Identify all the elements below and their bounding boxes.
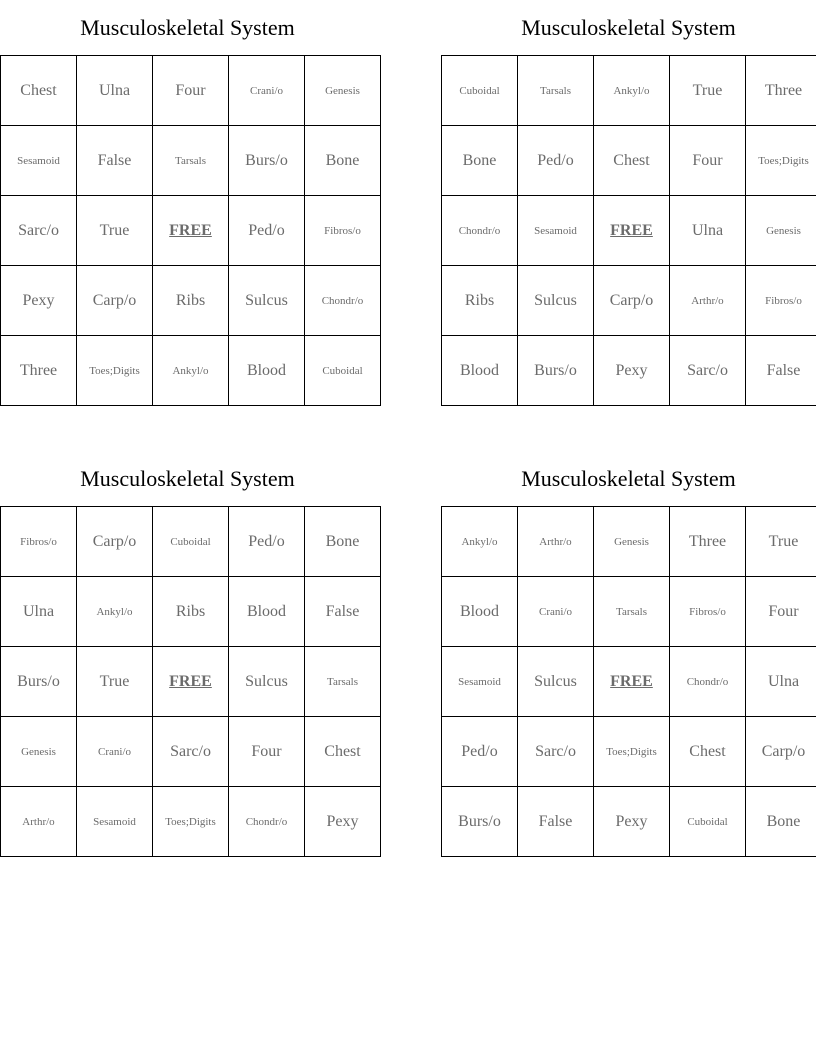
bingo-card-4 — [441, 451, 816, 857]
bingo-cell: Sulcus — [518, 647, 594, 717]
bingo-cell: Ribs — [442, 266, 518, 336]
bingo-cell: Pexy — [305, 787, 381, 857]
bingo-cell: Genesis — [594, 507, 670, 577]
bingo-cell: Chest — [305, 717, 381, 787]
bingo-cell: Bone — [746, 787, 816, 857]
bingo-cell: True — [77, 647, 153, 717]
bingo-cell: Ribs — [153, 266, 229, 336]
bingo-cell: Four — [229, 717, 305, 787]
bingo-cell: Carp/o — [594, 266, 670, 336]
bingo-cell: Pexy — [594, 787, 670, 857]
card-title: Musculoskeletal System — [80, 466, 295, 491]
bingo-cell: Blood — [229, 577, 305, 647]
bingo-cell: Burs/o — [1, 647, 77, 717]
bingo-cell: Carp/o — [746, 717, 816, 787]
free-space: FREE — [153, 196, 229, 266]
bingo-cell: Crani/o — [77, 717, 153, 787]
bingo-cell: Sulcus — [518, 266, 594, 336]
free-space: FREE — [594, 647, 670, 717]
grid-row — [442, 577, 816, 647]
grid-row — [1, 126, 381, 196]
bingo-cell: Chest — [1, 56, 77, 126]
bingo-cell: Arthr/o — [1, 787, 77, 857]
bingo-cell: Chest — [594, 126, 670, 196]
grid-row — [442, 126, 816, 196]
bingo-cell: Ped/o — [442, 717, 518, 787]
bingo-cell: Three — [746, 56, 816, 126]
grid-row — [1, 717, 381, 787]
bingo-cell: Chest — [670, 717, 746, 787]
bingo-cell: False — [77, 126, 153, 196]
bingo-cell: Blood — [442, 336, 518, 406]
bingo-cell: Crani/o — [518, 577, 594, 647]
bingo-cell: Ulna — [1, 577, 77, 647]
grid-row — [442, 507, 816, 577]
bingo-cell: Tarsals — [305, 647, 381, 717]
bingo-cell: Cuboidal — [442, 56, 518, 126]
grid-row — [1, 196, 381, 266]
bingo-grid — [441, 506, 816, 857]
bingo-cell: Four — [670, 126, 746, 196]
bingo-cell: Three — [670, 507, 746, 577]
bingo-cell: Genesis — [1, 717, 77, 787]
grid-row — [442, 717, 816, 787]
bingo-cell: Bone — [305, 507, 381, 577]
bingo-cell: Sarc/o — [670, 336, 746, 406]
grid-row — [442, 196, 816, 266]
bingo-cell: Four — [153, 56, 229, 126]
bingo-cell: Carp/o — [77, 507, 153, 577]
card-title: Musculoskeletal System — [521, 15, 736, 40]
grid-row — [442, 787, 816, 857]
bingo-cell: Ped/o — [518, 126, 594, 196]
bingo-cell: Chondr/o — [670, 647, 746, 717]
bingo-grid — [0, 55, 381, 406]
bingo-cell: Cuboidal — [670, 787, 746, 857]
bingo-card-2 — [441, 0, 816, 406]
bingo-cell: Arthr/o — [518, 507, 594, 577]
bingo-card-1 — [0, 0, 375, 406]
bingo-cell: Ped/o — [229, 196, 305, 266]
bingo-cell: Pexy — [594, 336, 670, 406]
bingo-cell: Cuboidal — [153, 507, 229, 577]
bingo-cell: Fibros/o — [1, 507, 77, 577]
bingo-cell: Tarsals — [594, 577, 670, 647]
bingo-cell: Sesamoid — [1, 126, 77, 196]
bingo-cell: Sulcus — [229, 266, 305, 336]
bingo-cell: Chondr/o — [229, 787, 305, 857]
grid-row — [1, 647, 381, 717]
bingo-cell: Chondr/o — [442, 196, 518, 266]
bingo-card-3 — [0, 451, 375, 857]
bingo-cell: Fibros/o — [670, 577, 746, 647]
card-title: Musculoskeletal System — [521, 466, 736, 491]
bingo-cell: Burs/o — [442, 787, 518, 857]
bingo-cell: Burs/o — [229, 126, 305, 196]
bingo-cell: Ankyl/o — [153, 336, 229, 406]
bingo-cell: Cuboidal — [305, 336, 381, 406]
bingo-cell: Ankyl/o — [442, 507, 518, 577]
bingo-cell: Ulna — [670, 196, 746, 266]
bingo-cell: Ankyl/o — [77, 577, 153, 647]
bingo-cell: Sesamoid — [442, 647, 518, 717]
bingo-cell: Toes;Digits — [153, 787, 229, 857]
bingo-cell: Fibros/o — [746, 266, 816, 336]
bingo-cell: Tarsals — [518, 56, 594, 126]
bingo-cell: True — [746, 507, 816, 577]
bingo-cell: Sarc/o — [1, 196, 77, 266]
bingo-cell: Tarsals — [153, 126, 229, 196]
bingo-cell: Ulna — [746, 647, 816, 717]
grid-row — [1, 266, 381, 336]
bingo-cell: Blood — [442, 577, 518, 647]
free-space: FREE — [594, 196, 670, 266]
grid-row — [1, 787, 381, 857]
bingo-cell: Arthr/o — [670, 266, 746, 336]
grid-row — [1, 507, 381, 577]
bingo-cell: Burs/o — [518, 336, 594, 406]
bingo-cell: Three — [1, 336, 77, 406]
grid-row — [442, 647, 816, 717]
card-title: Musculoskeletal System — [80, 15, 295, 40]
bingo-cell: Crani/o — [229, 56, 305, 126]
bingo-grid — [441, 55, 816, 406]
bingo-cell: Bone — [305, 126, 381, 196]
bingo-cell: Sarc/o — [153, 717, 229, 787]
bingo-cell: Carp/o — [77, 266, 153, 336]
bingo-cell: False — [518, 787, 594, 857]
bingo-cell: Ribs — [153, 577, 229, 647]
bingo-cell: False — [746, 336, 816, 406]
bingo-cell: Sesamoid — [518, 196, 594, 266]
bingo-cell: Bone — [442, 126, 518, 196]
grid-row — [1, 56, 381, 126]
grid-row — [442, 56, 816, 126]
bingo-cell: Genesis — [746, 196, 816, 266]
bingo-cell: True — [77, 196, 153, 266]
grid-row — [1, 577, 381, 647]
bingo-cell: Ped/o — [229, 507, 305, 577]
bingo-cell: Four — [746, 577, 816, 647]
bingo-cell: False — [305, 577, 381, 647]
bingo-cell: Blood — [229, 336, 305, 406]
bingo-grid — [0, 506, 381, 857]
bingo-cell: Ankyl/o — [594, 56, 670, 126]
bingo-cell: Sarc/o — [518, 717, 594, 787]
bingo-cell: Toes;Digits — [77, 336, 153, 406]
grid-row — [442, 336, 816, 406]
bingo-cell: Toes;Digits — [746, 126, 816, 196]
bingo-cell: True — [670, 56, 746, 126]
bingo-cell: Ulna — [77, 56, 153, 126]
grid-row — [1, 336, 381, 406]
bingo-cell: Fibros/o — [305, 196, 381, 266]
bingo-cell: Chondr/o — [305, 266, 381, 336]
free-space: FREE — [153, 647, 229, 717]
bingo-cell: Genesis — [305, 56, 381, 126]
bingo-cell: Sulcus — [229, 647, 305, 717]
bingo-cell: Toes;Digits — [594, 717, 670, 787]
bingo-cell: Sesamoid — [77, 787, 153, 857]
grid-row — [442, 266, 816, 336]
bingo-cell: Pexy — [1, 266, 77, 336]
